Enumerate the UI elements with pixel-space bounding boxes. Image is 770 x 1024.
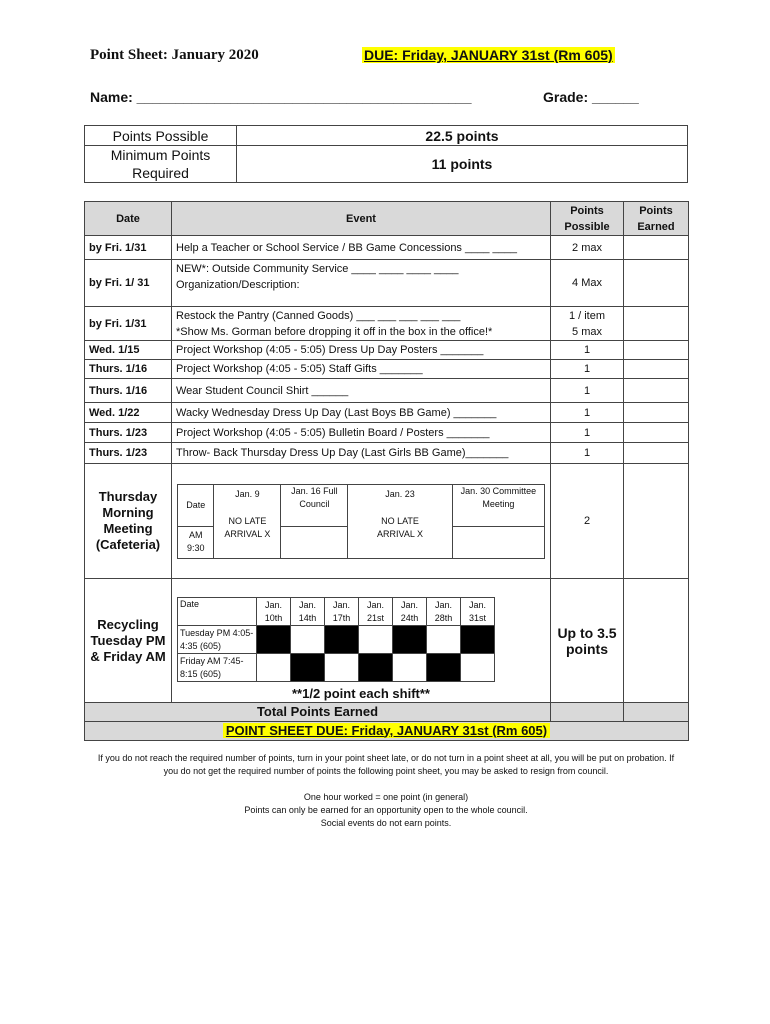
recycling-row <box>85 579 689 703</box>
table-row <box>85 443 689 464</box>
probation-notice: If you do not reach the required number of points, turn in your point sheet late, or do not turn in a point sheet at all, you will be put on probation. If you do not get the required number of points the following point sheet, you may be asked to resign from council. <box>97 753 675 776</box>
row-points: 1 <box>551 360 624 379</box>
points-possible-value: 22.5 points <box>237 126 688 146</box>
row-earned-cell[interactable] <box>624 360 689 379</box>
events-table <box>84 201 689 741</box>
points-summary-table <box>84 125 688 183</box>
thursday-col-head: Jan. 16 Full Council <box>281 484 348 526</box>
blocked-cell <box>427 654 461 682</box>
thursday-points: 2 <box>551 464 624 579</box>
total-earned-cell[interactable] <box>624 703 689 722</box>
grade-field[interactable]: Grade: ______ <box>543 89 639 105</box>
recycling-date-label: Date <box>178 598 257 626</box>
row-earned-cell[interactable] <box>624 260 689 307</box>
table-row <box>85 379 689 403</box>
row-earned-cell[interactable] <box>624 307 689 341</box>
row-points: 1 <box>551 403 624 423</box>
row-points: 1 <box>551 341 624 360</box>
recycling-date: Jan. 17th <box>325 598 359 626</box>
blocked-cell <box>393 626 427 654</box>
due-banner: POINT SHEET DUE: Friday, JANUARY 31st (Rm 605) <box>223 723 550 738</box>
tuesday-shift-label: Tuesday PM 4:05-4:35 (605) <box>178 626 257 654</box>
name-field[interactable]: Name: ___________________________________________ <box>90 89 472 105</box>
total-row <box>85 703 689 722</box>
table-row <box>85 260 689 307</box>
shift-cell[interactable] <box>291 626 325 654</box>
header-event: Event <box>172 202 551 236</box>
row-earned-cell[interactable] <box>624 579 689 703</box>
thursday-date-label: Date <box>178 484 214 526</box>
row-points: 1 <box>551 423 624 443</box>
thursday-time-label: AM 9:30 <box>178 526 214 558</box>
recycling-date: Jan. 28th <box>427 598 461 626</box>
row-date: Thurs. 1/16 <box>85 360 172 379</box>
thursday-col-head: Jan. 30 Committee Meeting <box>452 484 544 526</box>
row-event-detail: Organization/Description: <box>176 279 300 291</box>
total-points-label: Total Points Earned <box>85 703 551 722</box>
table-row <box>85 403 689 423</box>
thursday-meeting-label: Thursday Morning Meeting (Cafeteria) <box>85 464 172 579</box>
row-event: Restock the Pantry (Canned Goods) ___ ___ ___ ___ ___ <box>176 309 461 322</box>
thursday-col-head: Jan. 9 <box>235 488 260 499</box>
thursday-col-body: NO LATE ARRIVAL X <box>224 515 271 539</box>
row-date: by Fri. 1/31 <box>85 307 172 341</box>
row-event: NEW*: Outside Community Service ____ ____ ____ ____ <box>176 263 459 275</box>
shift-cell[interactable] <box>325 654 359 682</box>
table-row <box>85 307 689 341</box>
header-points-earned: Points Earned <box>624 202 689 236</box>
row-points: 2 max <box>551 236 624 260</box>
row-points: 4 Max <box>551 260 624 307</box>
row-date: by Fri. 1/ 31 <box>85 260 172 307</box>
row-event: Help a Teacher or School Service / BB Game Concessions ____ ____ <box>172 236 551 260</box>
due-date-heading: DUE: Friday, JANUARY 31st (Rm 605) <box>364 47 613 63</box>
table-row <box>85 423 689 443</box>
total-possible-cell <box>551 703 624 722</box>
recycling-date: Jan. 10th <box>257 598 291 626</box>
shift-cell[interactable] <box>427 626 461 654</box>
row-event: Wear Student Council Shirt ______ <box>172 379 551 403</box>
blocked-cell <box>257 626 291 654</box>
thursday-meeting-row <box>85 464 689 579</box>
thursday-check-cell[interactable] <box>452 526 544 558</box>
blocked-cell <box>359 654 393 682</box>
recycling-points: Up to 3.5 points <box>551 579 624 703</box>
recycling-date: Jan. 14th <box>291 598 325 626</box>
recycling-date: Jan. 24th <box>393 598 427 626</box>
page-title: Point Sheet: January 2020 <box>90 47 259 63</box>
row-event: Throw- Back Thursday Dress Up Day (Last Girls BB Game)_______ <box>172 443 551 464</box>
row-points-max: 5 max <box>572 325 602 338</box>
footer-rule-2: Points can only be earned for an opportunity open to the whole council. <box>244 805 528 815</box>
shift-cell[interactable] <box>359 626 393 654</box>
header-points-possible: Points Possible <box>551 202 624 236</box>
recycling-date: Jan. 21st <box>359 598 393 626</box>
footer-rule-3: Social events do not earn points. <box>320 818 452 828</box>
due-banner-row <box>85 722 689 741</box>
row-event: Wacky Wednesday Dress Up Day (Last Boys BB Game) _______ <box>172 403 551 423</box>
row-earned-cell[interactable] <box>624 443 689 464</box>
row-date: Wed. 1/22 <box>85 403 172 423</box>
row-event: Project Workshop (4:05 - 5:05) Dress Up Day Posters _______ <box>172 341 551 360</box>
minimum-points-value: 11 points <box>237 146 688 183</box>
points-possible-label: Points Possible <box>85 126 237 146</box>
blocked-cell <box>325 626 359 654</box>
header-date: Date <box>85 202 172 236</box>
recycling-note: **1/2 point each shift** <box>292 686 430 701</box>
blocked-cell <box>291 654 325 682</box>
recycling-date: Jan. 31st <box>461 598 495 626</box>
row-points: 1 <box>551 379 624 403</box>
blocked-cell <box>461 626 495 654</box>
row-earned-cell[interactable] <box>624 423 689 443</box>
shift-cell[interactable] <box>393 654 427 682</box>
thursday-check-cell[interactable] <box>281 526 348 558</box>
row-date: Thurs. 1/23 <box>85 423 172 443</box>
recycling-label: Recycling Tuesday PM & Friday AM <box>85 579 172 703</box>
row-event: Project Workshop (4:05 - 5:05) Staff Gifts _______ <box>172 360 551 379</box>
table-row <box>85 360 689 379</box>
row-date: Thurs. 1/16 <box>85 379 172 403</box>
footer-rule-1: One hour worked = one point (in general) <box>303 792 469 802</box>
row-event-detail: *Show Ms. Gorman before dropping it off in the box in the office!* <box>176 325 493 338</box>
row-date: by Fri. 1/31 <box>85 236 172 260</box>
row-earned-cell[interactable] <box>624 464 689 579</box>
table-row <box>85 341 689 360</box>
row-date: Wed. 1/15 <box>85 341 172 360</box>
recycling-grid <box>177 597 495 682</box>
row-earned-cell[interactable] <box>624 379 689 403</box>
table-row <box>85 236 689 260</box>
row-points: 1 <box>551 443 624 464</box>
friday-shift-label: Friday AM 7:45-8:15 (605) <box>178 654 257 682</box>
row-points: 1 / item <box>568 309 606 322</box>
shift-cell[interactable] <box>461 654 495 682</box>
row-earned-cell[interactable] <box>624 403 689 423</box>
thursday-col-body: NO LATE ARRIVAL X <box>377 515 424 539</box>
minimum-points-label: Minimum Points Required <box>85 146 237 183</box>
thursday-col-head: Jan. 23 <box>385 488 415 499</box>
thursday-meeting-grid <box>177 484 545 559</box>
row-earned-cell[interactable] <box>624 236 689 260</box>
row-earned-cell[interactable] <box>624 341 689 360</box>
row-event: Project Workshop (4:05 - 5:05) Bulletin Board / Posters _______ <box>172 423 551 443</box>
row-date: Thurs. 1/23 <box>85 443 172 464</box>
shift-cell[interactable] <box>257 654 291 682</box>
